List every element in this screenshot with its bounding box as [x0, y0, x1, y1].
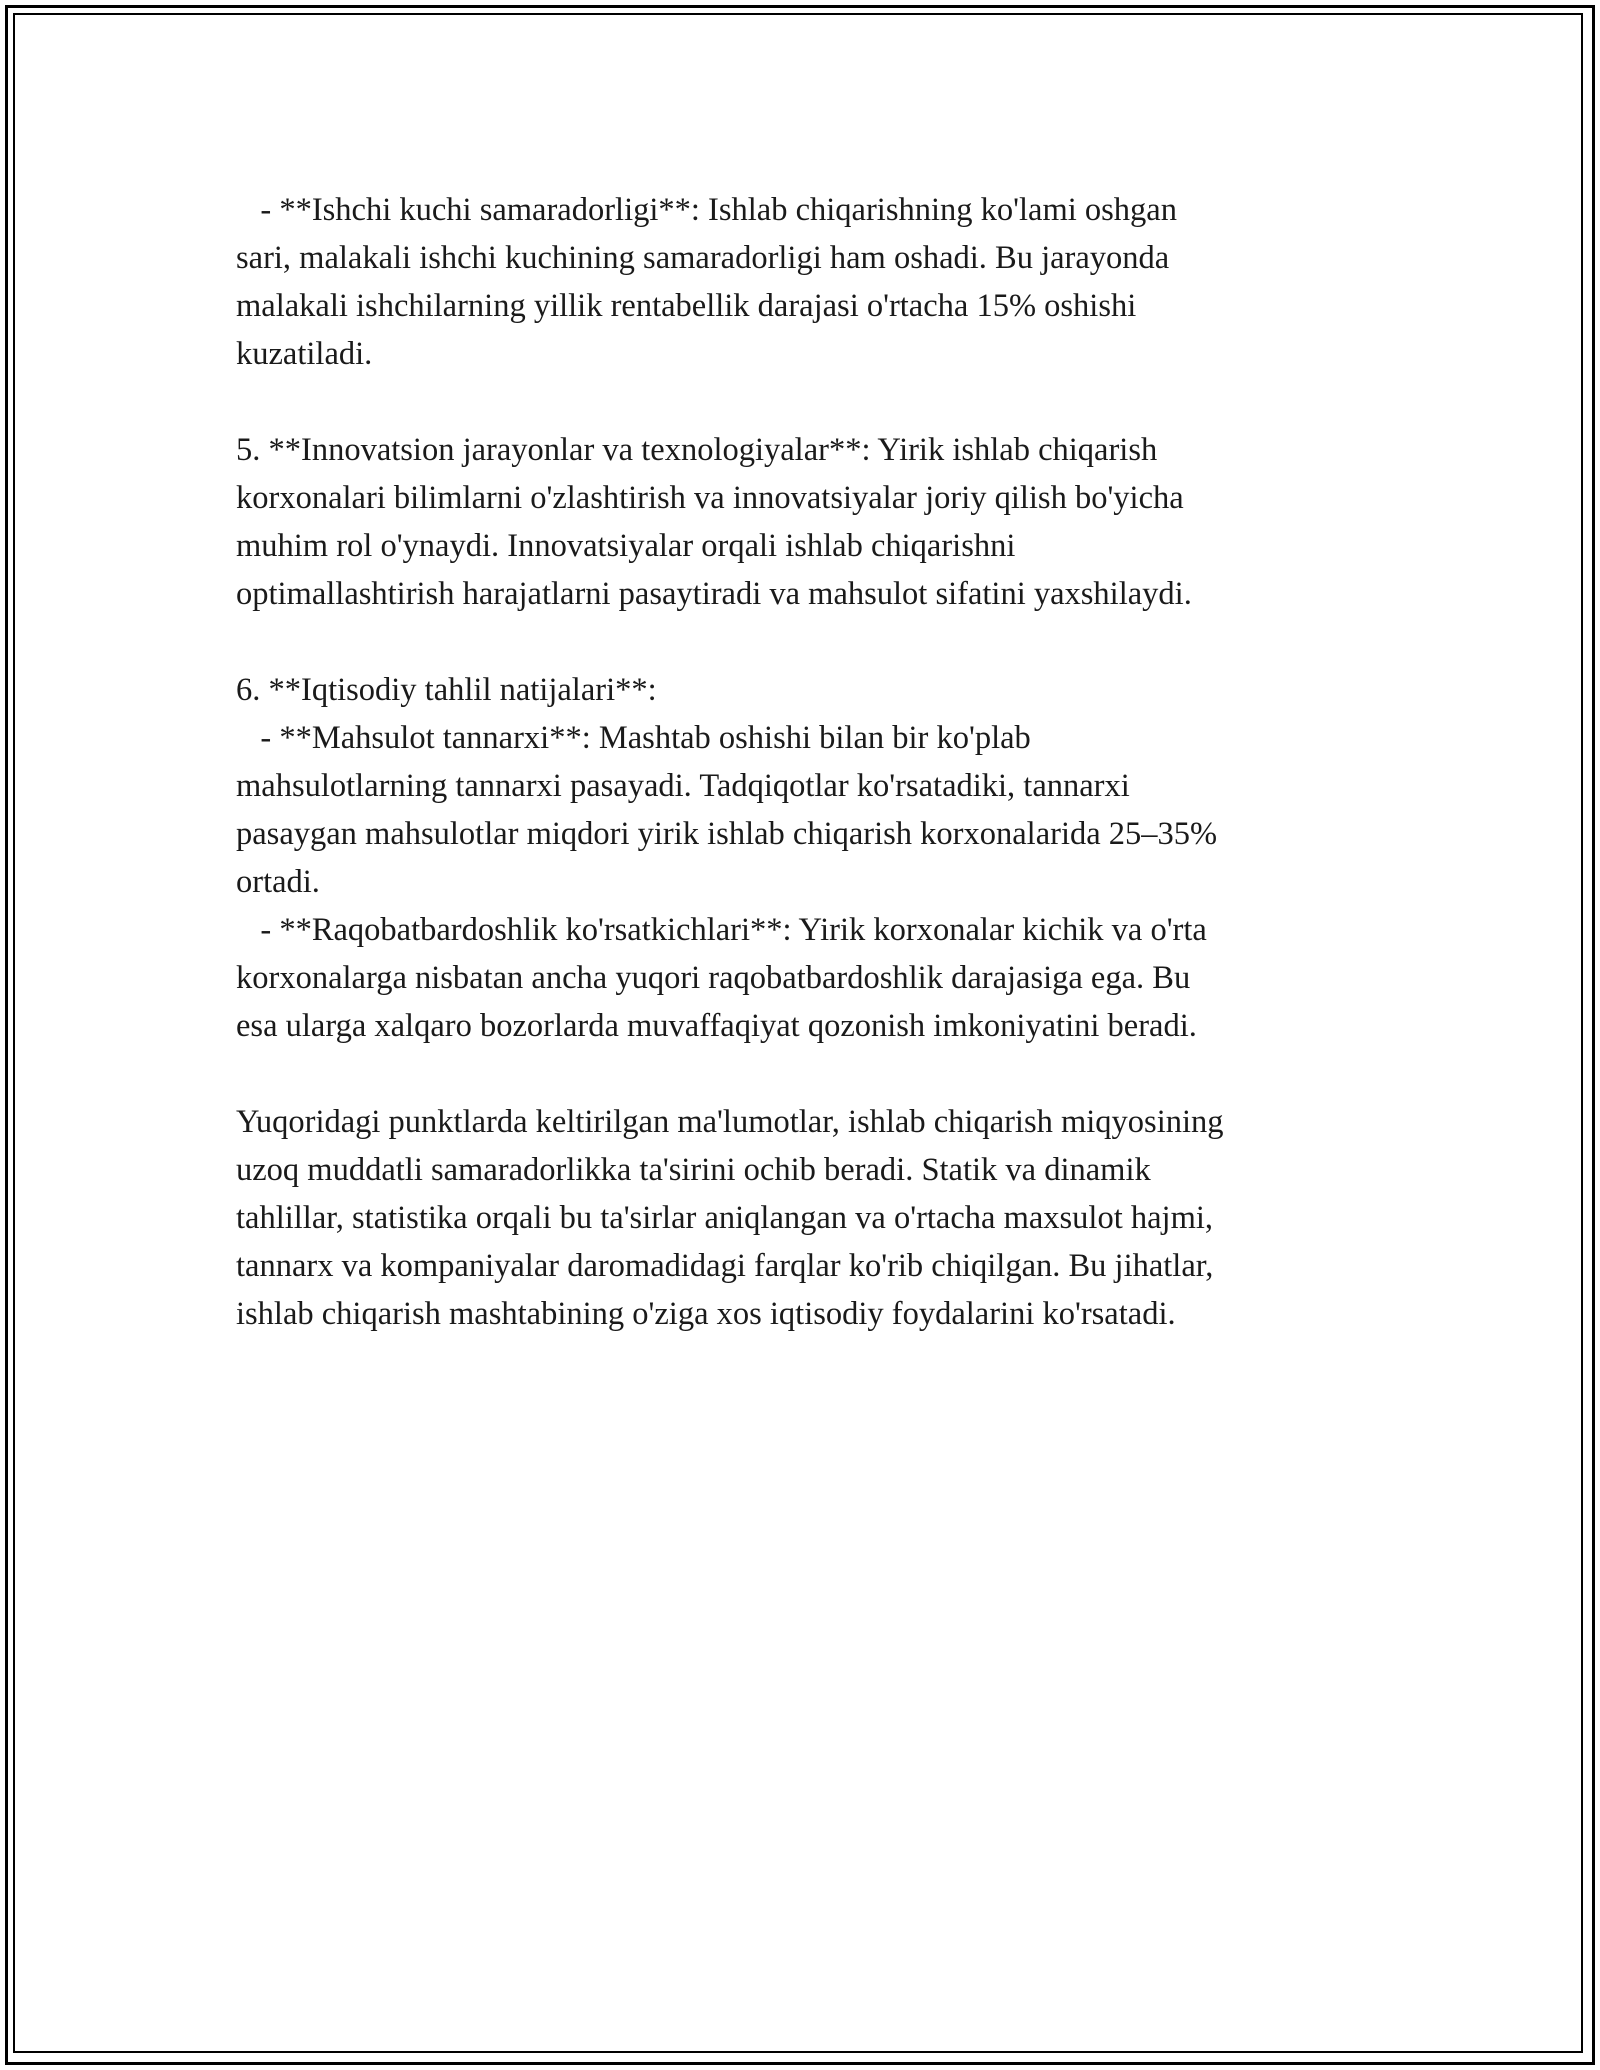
text-line: muhim rol o'ynaydi. Innovatsiyalar orqali ishlab chiqarishni — [236, 528, 1016, 564]
text-line: 5. **Innovatsion jarayonlar va texnologiyalar**: Yirik ishlab chiqarish — [236, 432, 1158, 468]
text-line: Yuqoridagi punktlarda keltirilgan ma'lumotlar, ishlab chiqarish miqyosining — [236, 1104, 1224, 1140]
text-line: korxonalarga nisbatan ancha yuqori raqobatbardoshlik darajasiga ega. Bu — [236, 960, 1191, 996]
text-line: optimallashtirish harajatlarni pasaytiradi va mahsulot sifatini yaxshilaydi. — [236, 576, 1192, 612]
text-line: mahsulotlarning tannarxi pasayadi. Tadqiqotlar ko'rsatadiki, tannarxi — [236, 768, 1130, 804]
paragraph-gap — [236, 618, 1386, 666]
text-line: - **Ishchi kuchi samaradorligi**: Ishlab chiqarishning ko'lami oshgan — [236, 192, 1177, 228]
paragraph-economic-analysis — [236, 666, 1386, 1050]
paragraph-gap — [236, 1050, 1386, 1098]
text-line: ishlab chiqarish mashtabining o'ziga xos iqtisodiy foydalarini ko'rsatadi. — [236, 1296, 1176, 1332]
text-line: - **Mahsulot tannarxi**: Mashtab oshishi bilan bir ko'plab — [236, 720, 1031, 756]
text-line: sari, malakali ishchi kuchining samaradorligi ham oshadi. Bu jarayonda — [236, 240, 1170, 276]
document-body — [236, 186, 1386, 1338]
text-line: kuzatiladi. — [236, 336, 373, 372]
text-line: esa ularga xalqaro bozorlarda muvaffaqiyat qozonish imkoniyatini beradi. — [236, 1008, 1197, 1044]
text-line: korxonalari bilimlarni o'zlashtirish va innovatsiyalar joriy qilish bo'yicha — [236, 480, 1184, 516]
paragraph-innovation — [236, 426, 1386, 618]
text-line: malakali ishchilarning yillik rentabellik darajasi o'rtacha 15% oshishi — [236, 288, 1137, 324]
text-line: ortadi. — [236, 864, 320, 900]
text-line: uzoq muddatli samaradorlikka ta'sirini ochib beradi. Statik va dinamik — [236, 1152, 1151, 1188]
text-line: tannarx va kompaniyalar daromadidagi farqlar ko'rib chiqilgan. Bu jihatlar, — [236, 1248, 1214, 1284]
paragraph-labor-efficiency — [236, 186, 1386, 378]
text-line: 6. **Iqtisodiy tahlil natijalari**: — [236, 672, 657, 708]
text-line: pasaygan mahsulotlar miqdori yirik ishlab chiqarish korxonalarida 25–35% — [236, 816, 1218, 852]
paragraph-conclusion — [236, 1098, 1386, 1338]
paragraph-gap — [236, 378, 1386, 426]
text-line: tahlillar, statistika orqali bu ta'sirlar aniqlangan va o'rtacha maxsulot hajmi, — [236, 1200, 1213, 1236]
text-line: - **Raqobatbardoshlik ko'rsatkichlari**: Yirik korxonalar kichik va o'rta — [236, 912, 1207, 948]
